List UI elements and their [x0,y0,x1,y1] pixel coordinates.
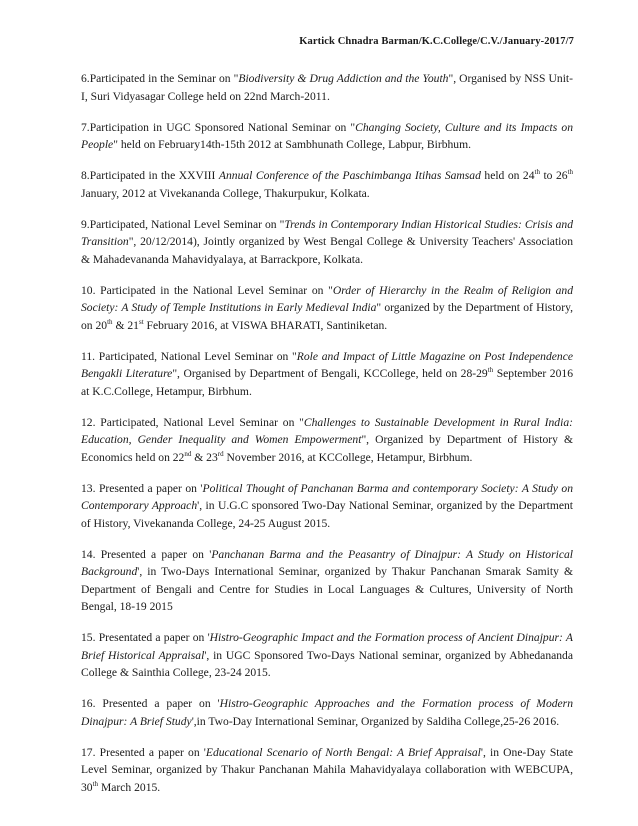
entry-text: & 23 [191,450,218,464]
entry-text: 17. Presented a paper on ' [81,745,206,759]
entry-text: held on 24 [480,169,535,182]
entry-title-italic: Panchanan Barma and the Peasantry of Dinajpur: A Study on Historical Background [81,547,573,578]
seminar-entry-9 [81,216,573,269]
entry-text: ", Organised by NSS Unit-I, Suri Vidyasagar College held on 22nd March-2011. [81,72,574,103]
entry-text: " organized by the Department of History, on 20 [81,301,574,332]
entry-title-italic: Biodiversity & Drug Addiction and the Youth [238,72,449,85]
entry-text: September 2016 at K.C.College, Hetampur, Birbhum. [81,367,573,398]
entry-text: & 21 [112,318,139,332]
seminar-entry-list [81,70,573,810]
entry-text: ", 20/12/2014), Jointly organized by West Bengal College & University Teachers' Association & Mahadevananda Mahavidyalaya, at Barrackpore, Kolkata. [81,235,573,266]
seminar-entry-7 [81,119,573,154]
entry-title-italic: Educational Scenario of North Bengal: A Brief Appraisal [205,745,481,759]
entry-text: ', in Two-Days International Seminar, organized by Thakur Panchanan Smarak Samity & Department of Bengali and Centre for Studies in Local Languages & Cultures, University of North Bengal, 18-19 2015 [81,565,573,613]
paper-entry-17 [81,744,573,797]
ordinal-suffix: rd [217,449,224,458]
ordinal-suffix: th [534,168,540,177]
paper-entry-16 [81,695,573,730]
seminar-entry-10 [81,282,573,335]
seminar-entry-6 [81,70,573,105]
entry-text: ", Organized by Department of History & Economics held on 22 [81,433,573,464]
entry-title-italic: Challenges to Sustainable Development in Rural India: Education, Gender Inequality and Women Empowerment [81,415,573,446]
seminar-entry-8 [81,167,573,202]
page-header: Kartick Chnadra Barman/K.C.College/C.V./January-2017/7 [299,36,574,47]
entry-text: February 2016, at VISWA BHARATI, Santiniketan. [143,318,388,332]
entry-text: 11. Participated, National Level Seminar on " [81,349,297,363]
entry-text: 8.Participated in the XXVIII [81,169,219,182]
entry-title-italic: Histro-Geographic Impact and the Formation process of Ancient Dinajpur: A Brief Historical Appraisal [81,631,573,662]
entry-title-italic: Order of Hierarchy in the Realm of Religion and Society: A Study of Temple Institutions in Early Medieval India [81,283,573,314]
paper-entry-13 [81,480,573,533]
entry-text: 7.Participation in UGC Sponsored National Seminar on " [81,120,356,134]
entry-text: 10. Participated in the National Level Seminar on " [81,283,333,297]
ordinal-suffix: th [567,168,574,177]
entry-title-italic: Changing Society, Culture and its Impacts on People [81,120,573,151]
entry-text: 9.Participated, National Level Seminar on " [81,217,285,231]
entry-text: January, 2012 at Vivekananda College, Thakurpukur, Kolkata. [81,186,370,200]
seminar-entry-11 [81,348,573,401]
entry-text: " held on February14th-15th 2012 at Sambhunath College, Labpur, Birbhum. [113,138,472,151]
ordinal-suffix: st [138,317,144,326]
paper-entry-14 [81,546,573,616]
ordinal-suffix: th [107,317,113,326]
entry-text: November 2016, at KCCollege, Hetampur, Birbhum. [223,450,473,464]
entry-title-italic: Trends in Contemporary Indian Historical Studies: Crisis and Transition [81,217,573,248]
ordinal-suffix: nd [184,449,192,458]
ordinal-suffix: th [487,366,494,375]
entry-title-italic: Histro-Geographic Approaches and the Formation process of Modern Dinajpur: A Brief Study [81,697,573,728]
entry-title-italic: Annual Conference of the Paschimbanga Itihas Samsad [218,169,481,182]
seminar-entry-12 [81,414,573,467]
entry-text: ',in Two-Day International Seminar, Organized by Saldiha College,25-26 2016. [191,714,560,728]
paper-entry-15 [81,629,573,682]
entry-text: ', in U.G.C sponsored Two-Day National Seminar, organized by the Department of History, Vivekananda College, 24-25 August 2015. [81,499,573,530]
entry-title-italic: Role and Impact of Little Magazine on Post Independence Bengakli Literature [81,349,573,380]
entry-text: ', in UGC Sponsored Two-Days National seminar, organized by Abhedananda College & Sainthia College, 23-24 2015. [81,648,573,679]
ordinal-suffix: th [92,779,99,788]
entry-text: 6.Participated in the Seminar on " [81,72,239,85]
entry-text: 13. Presented a paper on ' [81,481,203,495]
entry-text: 12. Participated, National Level Seminar on " [81,415,304,429]
entry-title-italic: Political Thought of Panchanan Barma and contemporary Society: A Study on Contemporary Approach [81,481,573,512]
entry-text: ", Organised by Department of Bengali, KCCollege, held on 28-29 [172,367,488,380]
entry-text: March 2015. [98,780,161,794]
entry-text: to 26 [539,169,568,182]
entry-text: 14. Presented a paper on ' [81,547,212,561]
entry-text: ', in One-Day State Level Seminar, organized by Thakur Panchanan Mahila Mahavidyalaya collaboration with WEBCUPA, 30 [81,745,573,794]
entry-text: 15. Presentated a paper on ' [81,631,210,644]
entry-text: 16. Presented a paper on ' [81,697,220,710]
